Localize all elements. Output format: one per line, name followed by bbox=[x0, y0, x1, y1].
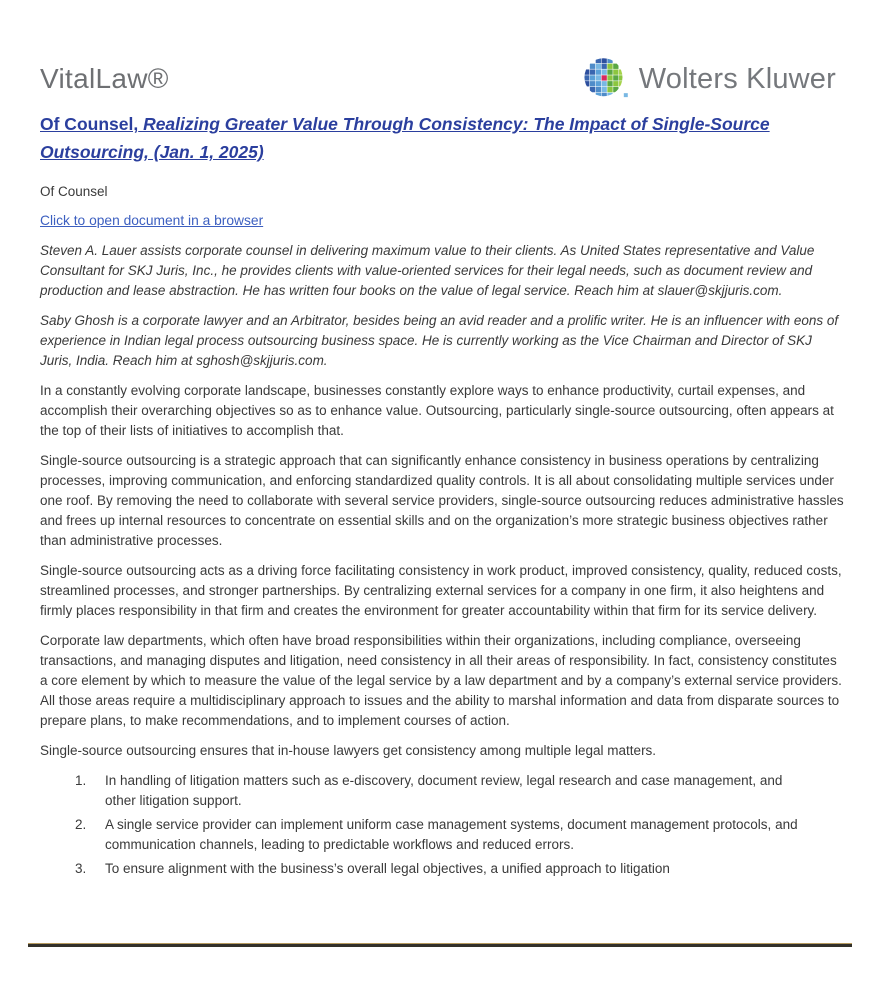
paragraph-driving-force: Single-source outsourcing acts as a driving force facilitating consistency in work product, improved consistency, quality, reduced costs, streamlined processes, and stronger partnerships. By centralizing external services for a company in one firm, it also heightens and firmly places responsibility in that firm and creates the environment for greater accountability within that firm for its service delivery. bbox=[40, 563, 842, 618]
list-item-3 bbox=[40, 859, 846, 879]
paragraph-law-departments: Corporate law departments, which often have broad responsibilities within their organizations, including compliance, overseeing transactions, and managing disputes and litigation, need consistency in all their areas of responsibility. In fact, consistency constitutes a core element by which to measure the value of the legal service by a law department and by a company’s external service providers. All those areas require a multidisciplinary approach to issues and the ability to marshal information and data from disparate sources to prepare plans, to make recommendations, and to implement courses of action. bbox=[40, 633, 842, 728]
brand-name: Wolters Kluwer bbox=[638, 62, 836, 95]
title-prefix: Of Counsel, bbox=[40, 114, 139, 134]
list-item-2 bbox=[40, 815, 846, 855]
list-text: To ensure alignment with the business’s overall legal objectives, a unified approach to litigation bbox=[105, 861, 670, 876]
author-bio-ghosh: Saby Ghosh is a corporate lawyer and an Arbitrator, besides being an avid reader and a prolific writer. He is an influencer with eons of experience in Indian legal process outsourcing business space. He is currently working as the Vice Chairman and Director of SKJ Juris, India. Reach him at sghosh@skjjuris.com. bbox=[40, 313, 839, 368]
open-document-link[interactable]: Click to open document in a browser bbox=[40, 213, 264, 228]
author-bio-lauer: Steven A. Lauer assists corporate counsel in delivering maximum value to their clients. As United States representative and Value Consultant for SKJ Juris, Inc., he provides clients with value-oriented services for their legal needs, such as document review and production and lease abstraction. He has written four books on the value of legal service. Reach him at slauer@skjjuris.com. bbox=[40, 243, 815, 298]
title-italic: Realizing Greater Value Through Consistency: The Impact of Single-Source Outsourcing, (Jan. 1, 2025) bbox=[40, 114, 770, 162]
list-number: 1. bbox=[75, 773, 87, 788]
brand-lockup bbox=[584, 57, 836, 101]
document-title bbox=[40, 110, 846, 166]
section-label: Of Counsel bbox=[40, 184, 108, 199]
paragraph-intro: In a constantly evolving corporate landscape, businesses constantly explore ways to enhance productivity, curtail expenses, and accomplish their overarching objectives so as to enhance value. Outsourcing, particularly single-source outsourcing, often appears at the top of their lists of initiatives to accomplish that. bbox=[40, 383, 834, 438]
list-text: A single service provider can implement uniform case management systems, document management protocols, and communication channels, leading to predictable workflows and reduced errors. bbox=[105, 817, 798, 852]
document-title-link[interactable] bbox=[40, 114, 770, 162]
page-header bbox=[40, 56, 846, 102]
list-item-1 bbox=[40, 771, 846, 811]
list-text: In handling of litigation matters such as e-discovery, document review, legal research and case management, and other litigation support. bbox=[105, 773, 783, 808]
wolters-kluwer-globe-icon bbox=[584, 57, 630, 101]
product-name: VitalLaw® bbox=[40, 63, 169, 94]
page-cutoff-divider bbox=[28, 943, 852, 947]
list-number: 3. bbox=[75, 861, 87, 876]
list-number: 2. bbox=[75, 817, 87, 832]
paragraph-strategic-approach: Single-source outsourcing is a strategic approach that can significantly enhance consistency in business operations by centralizing processes, improving communication, and enforcing standardized quality controls. It is all about consolidating multiple services under one roof. By removing the need to collaborate with several service providers, single-source outsourcing reduces administrative hassles and frees up internal resources to concentrate on essential skills and on the organization’s more strategic business objectives rather than administrative processes. bbox=[40, 453, 844, 548]
numbered-list bbox=[40, 771, 846, 879]
paragraph-list-lead: Single-source outsourcing ensures that in-house lawyers get consistency among multiple legal matters. bbox=[40, 743, 657, 758]
